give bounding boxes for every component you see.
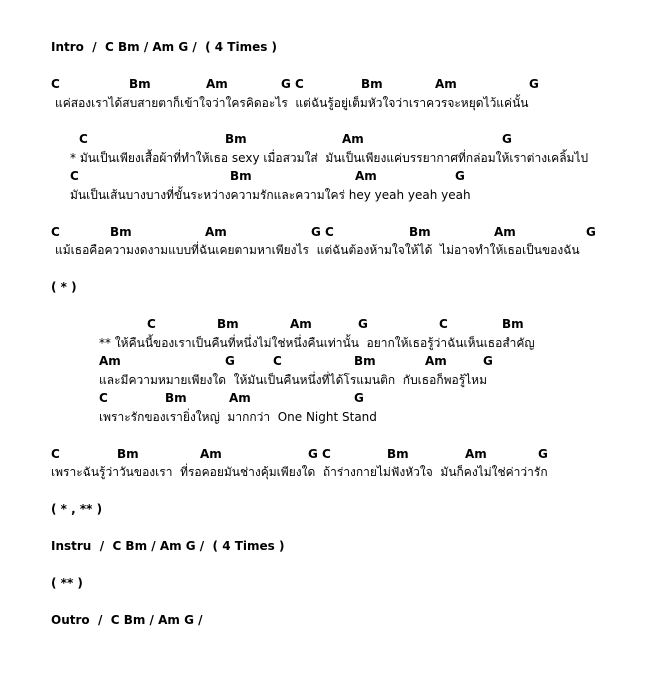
chord: C xyxy=(439,317,448,331)
lyric-line: แม้เธอคือความงดงามแบบที่ฉันเคยตามหาเพียงไร แต่ฉันต้องห้ามใจให้ได้ ไม่อาจทำให้เธอเป็นของฉัน xyxy=(55,243,580,257)
chord: Bm xyxy=(502,317,524,331)
chord: Bm xyxy=(129,77,151,91)
chord: G xyxy=(455,169,465,183)
chord: C xyxy=(79,132,88,146)
chord: Am xyxy=(494,225,516,239)
chord: C xyxy=(51,447,60,461)
instru-line: Instru / C Bm / Am G / ( 4 Times ) xyxy=(51,539,285,553)
chord: Bm xyxy=(225,132,247,146)
chord: Am xyxy=(205,225,227,239)
chord: Am xyxy=(229,391,251,405)
lyric-line: ** ให้คืนนี้ของเราเป็นคืนที่หนึ่งไม่ใช่หนึ่งคืนเท่านั้น อยากให้เธอรู้ว่าฉันเห็นเธอสำคัญ xyxy=(99,336,535,350)
chord: G xyxy=(586,225,596,239)
chord: G xyxy=(354,391,364,405)
chord: Am xyxy=(99,354,121,368)
intro-line: Intro / C Bm / Am G / ( 4 Times ) xyxy=(51,40,278,54)
chord: Bm xyxy=(117,447,139,461)
lyric-line: เพราะฉันรู้ว่าวันของเรา ที่รอคอยมันช่างคุ้มเพียงใด ถ้าร่างกายไม่ฟังหัวใจ มันก็คงไม่ใช่ค่าว่ารัก xyxy=(51,465,548,479)
chord: C xyxy=(99,391,108,405)
chord: Bm xyxy=(230,169,252,183)
chord: G C xyxy=(308,447,331,461)
chord: C xyxy=(273,354,282,368)
lyric-line: และมีความหมายเพียงใด ให้มันเป็นคืนหนึ่งที่ได้โรแมนติก กับเธอก็พอรู้ไหม xyxy=(99,373,488,387)
chord: C xyxy=(147,317,156,331)
chord: Bm xyxy=(409,225,431,239)
chord: G xyxy=(358,317,368,331)
chord: G xyxy=(483,354,493,368)
outro-line: Outro / C Bm / Am G / xyxy=(51,613,203,627)
chorus-ref: ( * ) xyxy=(51,280,77,294)
chord: Am xyxy=(465,447,487,461)
chord: Bm xyxy=(354,354,376,368)
lyric-line: แค่สองเราได้สบสายตาก็เข้าใจว่าใครคิดอะไร แต่ฉันรู้อยู่เต็มหัวใจว่าเราควรจะหยุดไว้แค่นั้น xyxy=(55,96,529,110)
chord: C xyxy=(70,169,79,183)
lyric-line: * มันเป็นเพียงเสื้อผ้าที่ทำให้เธอ sexy เมื่อสวมใส่ มันเป็นเพียงแค่บรรยากาศที่กล่อมให้เราต่างเคลิ้มไป xyxy=(70,151,589,165)
chord: G xyxy=(225,354,235,368)
chord: Bm xyxy=(165,391,187,405)
chord: Am xyxy=(206,77,228,91)
chord: G C xyxy=(311,225,334,239)
chord: G xyxy=(502,132,512,146)
chord: Am xyxy=(425,354,447,368)
chord: G xyxy=(529,77,539,91)
chord: Bm xyxy=(110,225,132,239)
chord: Bm xyxy=(387,447,409,461)
chord: Am xyxy=(200,447,222,461)
lyric-line: มันเป็นเส้นบางบางที่ขั้นระหว่างความรักและความใคร่ hey yeah yeah yeah xyxy=(70,188,471,202)
chord: G C xyxy=(281,77,304,91)
chord: C xyxy=(51,77,60,91)
chord: C xyxy=(51,225,60,239)
repeat-ref: ( * , ** ) xyxy=(51,502,103,516)
chord: G xyxy=(538,447,548,461)
bridge-ref: ( ** ) xyxy=(51,576,83,590)
chord: Am xyxy=(342,132,364,146)
chord: Bm xyxy=(361,77,383,91)
lyric-line: เพราะรักของเรายิ่งใหญ่ มากกว่า One Night Stand xyxy=(99,410,377,424)
chord: Am xyxy=(290,317,312,331)
chord: Bm xyxy=(217,317,239,331)
chord: Am xyxy=(435,77,457,91)
chord: Am xyxy=(355,169,377,183)
